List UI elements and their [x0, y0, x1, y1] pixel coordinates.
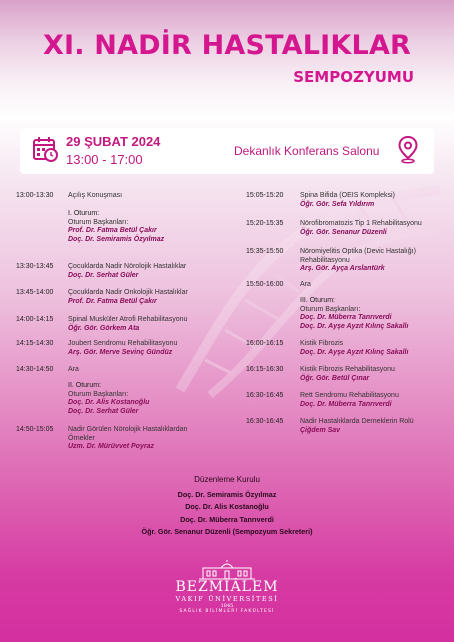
program-time: 13:00-13:30 — [16, 192, 54, 199]
program-detail — [300, 192, 450, 209]
program-detail — [68, 192, 218, 201]
speaker-name: Öğr. Gör. Senanur Düzenli — [300, 228, 387, 236]
program-topic: Oturum Başkanları: — [68, 218, 129, 226]
page-title: XI. NADİR HASTALIKLAR — [42, 30, 412, 61]
program-time: 15:20-15:35 — [246, 220, 284, 227]
program-detail — [68, 340, 218, 357]
program-time: 14:30-14:50 — [16, 366, 54, 373]
program-detail — [300, 392, 450, 409]
speaker-name: Doç. Dr. Serhat Güler — [68, 271, 139, 279]
program-topic: Joubert Sendromu Rehabilitasyonu — [68, 340, 178, 347]
program-time: 16:30-16:45 — [246, 418, 284, 425]
speaker-name: Prof. Dr. Fatma Betül Çakır — [68, 227, 157, 234]
speaker-name: Doç. Dr. Alis Kostanoğlu — [68, 399, 150, 406]
logo-faculty: SAĞLIK BİLİMLERİ FAKÜLTESİ — [179, 609, 275, 614]
program-detail — [300, 418, 450, 435]
program-detail — [68, 289, 218, 306]
page-subtitle: SEMPOZYUMU — [293, 68, 414, 86]
program-topic: Oturum Başkanları: — [300, 305, 361, 313]
speaker-name: Öğr. Gör. Sefa Yıldırım — [300, 200, 375, 208]
program-topic: Rehabilitasyonu — [300, 256, 350, 264]
event-info-bar — [20, 128, 434, 174]
program-topic: Rett Sendromu Rehabilitasyonu — [300, 392, 399, 399]
program-topic: Nadir Hastalıklarda Derneklerin Rolü — [300, 418, 414, 425]
program-time: 14:50-15:05 — [16, 426, 54, 433]
map-pin-icon — [398, 136, 418, 164]
program-topic: Kistik Fibrozis Rehabilitasyonu — [300, 366, 395, 373]
program-time: 14:00-14:15 — [16, 316, 54, 323]
program-topic: Nörofibromatozis Tip 1 Rehabilitasyonu — [300, 220, 422, 227]
committee-member: Doç. Dr. Semiramis Özyılmaz — [177, 489, 277, 499]
program-topic: Ara — [68, 366, 79, 373]
speaker-name: Doç. Dr. Serhat Güler — [68, 407, 139, 415]
event-time: 13:00 - 17:00 — [66, 152, 143, 167]
program-time: 14:15-14:30 — [16, 340, 54, 347]
program-detail — [68, 426, 218, 452]
program-time: 13:30-13:45 — [16, 263, 54, 270]
program-detail — [68, 210, 218, 244]
program-time: 15:05-15:20 — [246, 192, 284, 199]
speaker-name: Çiğdem Sav — [300, 426, 341, 434]
committee-member: Öğr. Gör. Senanur Düzenli (Sempozyum Sekreteri) — [141, 527, 313, 536]
speaker-name: Doç. Dr. Müberra Tanrıverdi — [300, 314, 392, 321]
committee-title: Düzenleme Kurulu — [194, 475, 260, 484]
program-detail — [300, 366, 450, 383]
program-detail — [300, 281, 450, 290]
program-topic: Spina Bifida (OEIS Kompleksi) — [300, 192, 395, 199]
program-time: 15:50-16:00 — [246, 281, 284, 288]
program-detail — [300, 220, 450, 237]
program-detail — [68, 263, 218, 280]
program-detail — [68, 316, 218, 333]
speaker-name: Arş. Gör. Merve Sevinç Gündüz — [68, 348, 173, 356]
speaker-name: Öğr. Gör. Görkem Ata — [68, 324, 140, 332]
logo-name: BEZMİÂLEM — [175, 579, 279, 595]
speaker-name: Doç. Dr. Müberra Tanrıverdi — [300, 400, 392, 408]
program-topic: Oturum Başkanları: — [68, 390, 129, 398]
speaker-name: Uzm. Dr. Mürüvvet Poyraz — [68, 443, 154, 450]
committee-member: Doç. Dr. Alis Kostanoğlu — [185, 502, 269, 511]
program-time: 16:30-16:45 — [246, 392, 284, 399]
calendar-icon — [32, 136, 58, 162]
program-topic: Ara — [300, 281, 311, 288]
speaker-name: Doç. Dr. Ayşe Ayzıt Kılınç Sakallı — [300, 348, 409, 356]
program-detail — [300, 340, 450, 357]
program-topic: Çocuklarda Nadir Onkolojik Hastalıklar — [68, 289, 188, 296]
program-detail — [68, 382, 218, 416]
program-time: 13:45-14:00 — [16, 289, 54, 296]
program-time: 16:00-16:15 — [246, 340, 284, 347]
speaker-name: Doç. Dr. Ayşe Ayzıt Kılınç Sakallı — [300, 322, 409, 330]
logo-year: 1845 — [220, 603, 234, 609]
program-time: 15:35-15:50 — [246, 248, 284, 255]
speaker-name: Prof. Dr. Fatma Betül Çakır — [68, 297, 157, 305]
program-topic: Kistik Fibrozis — [300, 340, 344, 347]
program-detail — [300, 248, 450, 274]
building-logo-icon — [197, 560, 257, 580]
speaker-name: Arş. Gör. Ayça Arslantürk — [300, 265, 385, 272]
event-venue: Dekanlık Konferans Salonu — [234, 144, 380, 158]
program-topic: Spinal Musküler Atrofi Rehabilitasyonu — [68, 316, 188, 323]
logo-university: VAKIF ÜNİVERSİTESİ — [175, 595, 279, 603]
event-date: 29 ŞUBAT 2024 — [66, 134, 161, 149]
speaker-name: Öğr. Gör. Betül Çınar — [300, 374, 370, 382]
session-heading: I. Oturum: — [68, 210, 100, 217]
program-topic: Örnekler — [68, 434, 95, 442]
committee-member: Doç. Dr. Müberra Tanrıverdi — [180, 514, 274, 524]
program-topic: Açılış Konuşması — [68, 192, 123, 199]
program-topic: Çocuklarda Nadir Nörolojik Hastalıklar — [68, 263, 187, 270]
university-logo — [165, 560, 289, 640]
session-heading: III. Oturum: — [300, 297, 336, 304]
session-heading: II. Oturum: — [68, 382, 102, 389]
program-topic: Nöromiyelitis Optika (Devic Hastalığı) — [300, 248, 416, 255]
organizing-committee — [0, 474, 454, 539]
program-time: 16:15-16:30 — [246, 366, 284, 373]
program-detail — [68, 366, 218, 375]
program-detail — [300, 297, 450, 331]
program-topic: Nadir Görülen Nörolojik Hastalıklardan — [68, 426, 188, 433]
speaker-name: Doç. Dr. Semiramis Özyılmaz — [68, 235, 165, 243]
